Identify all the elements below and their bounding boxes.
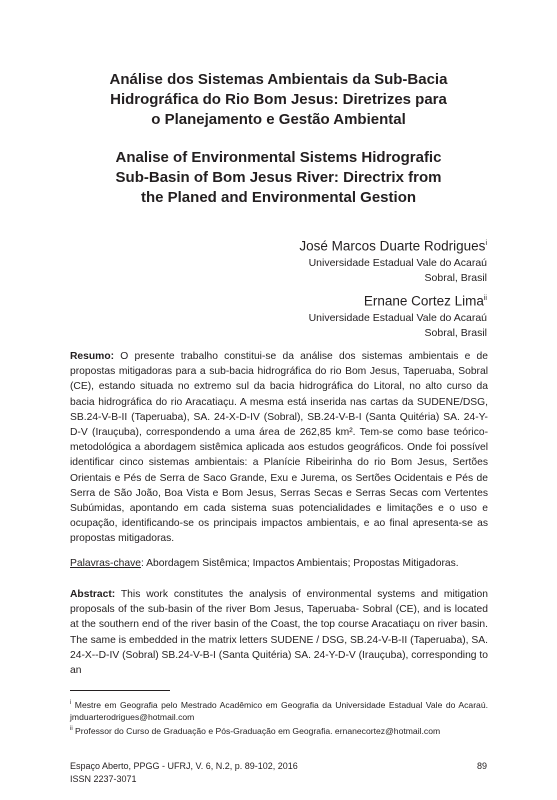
- page-number: 89: [476, 761, 487, 771]
- title-pt-line-3: o Planejamento e Gestão Ambiental: [151, 111, 406, 128]
- abstract-english: [70, 587, 488, 678]
- abstract-en-text: This work constitutes the analysis of environmental systems and mitigation proposals of the sub-basin of the river Bom Jesus, Taperuaba- Sobral (CE), and is located at the southern end of the river basin of the Coast, the top course Aracatiaçu on river basin. The same is embedded in the matrix letters SUDENE / DSG, SB.24-V-B-II (Taperuaba), SA. 24-X--D-IV (Sobral) SB.24-V-B-I (Santa Quitéria) SA. 24-Y-D-V (Irauçuba), corresponding to an: [70, 589, 488, 677]
- author-1-location: Sobral, Brasil: [424, 271, 487, 284]
- footnote-1: $^i$ Mestre em Geografia pelo Mestrado Acadêmico em Geografia da Universidade Estadual Vale do Acaraú. jmduarterodrigues@hotmail.com: [70, 699, 488, 722]
- footnote-2: $^{ii}$ Professor do Curso de Graduação e Pós-Graduação em Geografia. ernanecortez@hotmail.com: [70, 725, 441, 736]
- author-1-institution: Universidade Estadual Vale do Acaraú: [308, 256, 487, 269]
- abstract-portuguese: [70, 349, 488, 547]
- author-2: [309, 290, 487, 341]
- title-english: [60, 148, 497, 208]
- title-pt-line-2: Hidrográfica do Rio Bom Jesus: Diretrizes para: [110, 91, 447, 108]
- footer-journal: Espaço Aberto, PPGG - UFRJ, V. 6, N.2, p. 89-102, 2016: [70, 761, 298, 771]
- author-1-marker: i: [485, 240, 487, 247]
- abstract-en-label: Abstract:: [70, 589, 116, 600]
- author-2-name: Ernane Cortez Lima$^{ii}$: [363, 293, 487, 309]
- footnote-divider: [70, 690, 170, 691]
- title-en-line-1: Analise of Environmental Sistems Hidrografic: [115, 149, 442, 166]
- title-en-line-2: Sub-Basin of Bom Jesus River: Directrix from: [115, 169, 442, 186]
- author-1: [299, 235, 487, 286]
- author-1-name: José Marcos Duarte Rodrigues$^i$: [299, 238, 487, 254]
- keywords-text: : Abordagem Sistêmica; Impactos Ambientais; Propostas Mitigadoras.: [140, 558, 459, 569]
- title-en-line-3: the Planed and Environmental Gestion: [140, 189, 417, 206]
- abstract-pt-label: Resumo:: [70, 351, 115, 362]
- author-2-marker: ii: [483, 295, 487, 302]
- author-2-institution: Universidade Estadual Vale do Acaraú: [308, 311, 487, 324]
- title-portuguese: [60, 70, 497, 130]
- footer-issn: ISSN 2237-3071: [70, 774, 137, 784]
- footer-citation: [70, 760, 298, 786]
- title-pt-line-1: Análise dos Sistemas Ambientais da Sub-Bacia: [109, 71, 448, 88]
- author-2-location: Sobral, Brasil: [424, 326, 487, 339]
- keywords-label: Palavras-chave: [70, 558, 141, 569]
- keywords: [70, 556, 488, 571]
- abstract-pt-text: O presente trabalho constitui-se da análise dos sistemas ambientais e de propostas mitigadoras para a sub-bacia hidrográfica do rio Bom Jesus, Taperuaba, Sobral (CE), estando situada no extremo sul da bacia hidrográfica do Litoral, no alto curso da bacia hidrográfica do rio Aracatiaçu. A mesma está inserida nas cartas da SUDENE/DSG, SB.24-V-B-II (Taperuaba), SA. 24-X-D-IV (Sobral), SB.24-V-B-I (Santa Quitéria) SA. 24-Y-D-V (Irauçuba), correspondendo a uma área de 262,85 km². Tem-se como base teórico-metodológica a abordagem sistêmica aplicada aos estudos geográficos. Onde foi possível identificar cinco sistemas ambientais: a Planície Ribeirinha do rio Bom Jesus, Sertões Orientais e Pés de Serra de Saco Grande, Exu e Jurema, os Sertões Ocidentais e Pés de Serra de São João, Boa Vista e Bom Jesus, Serras Secas e Serras Secas com Vertentes Subúmidas, apontando em cada sistema suas potencialidades e limitações e o uso e ocupação, identificando-se os principais impactos ambientais, e ao final apresenta-se as propostas mitigadoras.: [70, 351, 488, 545]
- footnotes: [70, 697, 488, 737]
